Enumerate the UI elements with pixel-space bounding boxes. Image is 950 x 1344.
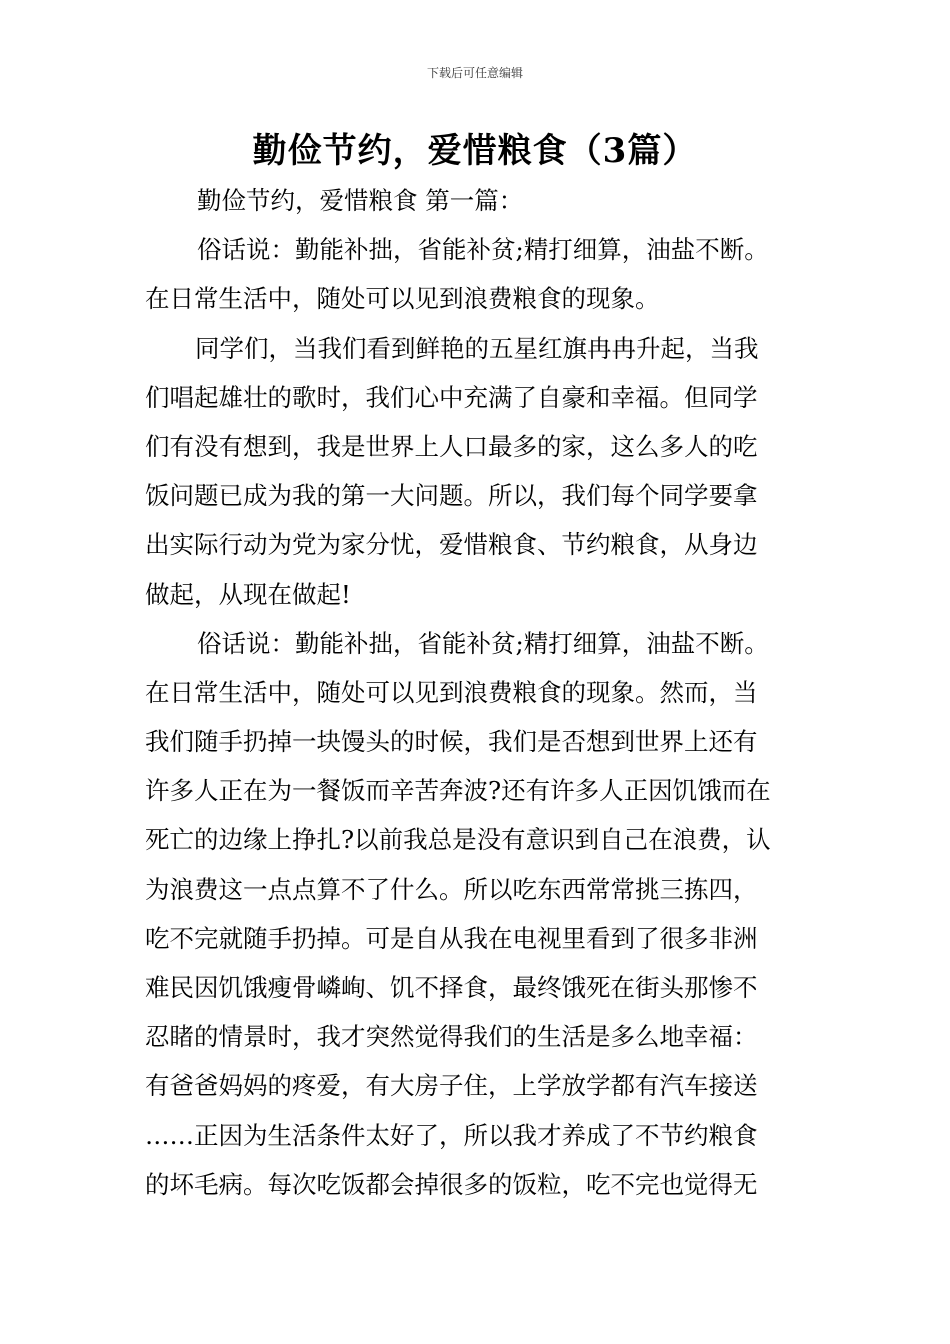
text-line: 在日常生活中，随处可以见到浪费粮食的现象。然而，当 [145,677,758,707]
text-line: 们有没有想到，我是世界上人口最多的家，这么多人的吃 [145,431,758,461]
text-line: 难民因饥饿瘦骨嶙峋、饥不择食，最终饿死在街头那惨不 [145,973,758,1002]
text-line: 俗话说：勤能补拙，省能补贫;精打细算，油盐不断。 [197,235,769,265]
document-title: 勤俭节约，爱惜粮食（3篇） [252,131,698,171]
document-body [145,176,809,1209]
text-line: 做起，从现在做起! [145,579,351,609]
text-line: 我们随手扔掉一块馒头的时候，我们是否想到世界上还有 [145,727,758,757]
section-heading: 勤俭节约，爱惜粮食 第一篇： [197,186,524,215]
text-line: 死亡的边缘上挣扎?以前我总是没有意识到自己在浪费，认 [145,825,771,855]
header-note: 下载后可任意编辑 [426,66,523,80]
text-line: 饭问题已成为我的第一大问题。所以，我们每个同学要拿 [145,481,758,511]
text-line: 出实际行动为党为家分忧，爱惜粮食、节约粮食，从身边 [145,530,758,560]
text-line: 有爸爸妈妈的疼爱，有大房子住，上学放学都有汽车接送 [145,1071,758,1101]
text-line: 的坏毛病。每次吃饭都会掉很多的饭粒，吃不完也觉得无 [145,1169,758,1199]
text-line: ……正因为生活条件太好了，所以我才养成了不节约粮食 [145,1120,758,1150]
text-line: 同学们，当我们看到鲜艳的五星红旗冉冉升起，当我 [195,333,759,363]
text-line: 许多人正在为一餐饭而辛苦奔波?还有许多人正因饥饿而在 [145,776,771,806]
text-line: 吃不完就随手扔掉。可是自从我在电视里看到了很多非洲 [145,923,758,953]
text-line: 们唱起雄壮的歌时，我们心中充满了自豪和幸福。但同学 [145,382,758,412]
text-line: 为浪费这一点点算不了什么。所以吃东西常常挑三拣四， [145,874,758,904]
text-line: 俗话说：勤能补拙，省能补贫;精打细算，油盐不断。 [197,628,769,658]
text-line: 忍睹的情景时，我才突然觉得我们的生活是多么地幸福： [145,1022,758,1052]
text-line: 在日常生活中，随处可以见到浪费粮食的现象。 [145,284,660,314]
